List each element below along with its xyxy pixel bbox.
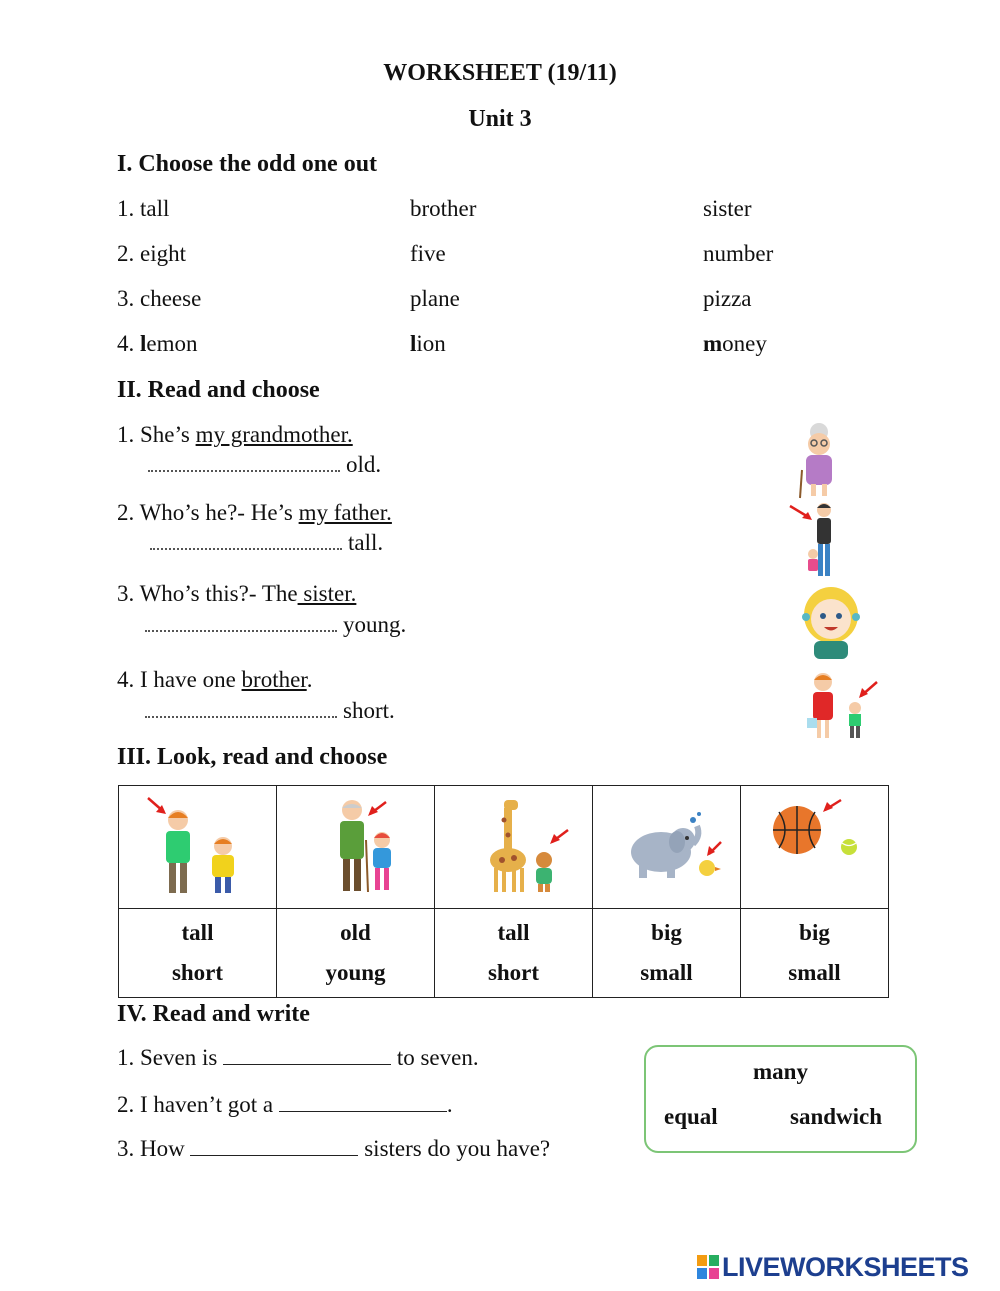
choice-1-top[interactable]: tall [181, 920, 214, 945]
write-blank-1[interactable] [223, 1046, 391, 1065]
picture-cell-2 [277, 786, 435, 909]
father-illustration [788, 500, 844, 580]
odd-row-4-word-3: money [703, 331, 767, 356]
choice-3-bottom[interactable]: short [487, 960, 540, 985]
write-item-1: 1. Seven is to seven. [117, 1045, 479, 1070]
choice-5-top[interactable]: big [799, 920, 830, 945]
odd-row-4-word-1: 4. lemon [117, 331, 198, 356]
write-item-2: 2. I haven’t got a . [117, 1092, 453, 1117]
unit-title: Unit 3 [468, 106, 532, 132]
word-bank-equal: equal [664, 1104, 718, 1129]
picture-cell-4 [593, 786, 741, 909]
grandmother-illustration [796, 420, 842, 500]
read-item-1: 1. She’s my grandmother. [117, 422, 353, 447]
choice-cell-4[interactable] [593, 909, 741, 998]
odd-row-2-word-1: 2. eight [117, 241, 186, 266]
choice-2-bottom[interactable]: young [325, 960, 386, 985]
odd-row-1-word-1: 1. tall [117, 196, 170, 221]
odd-row-2-word-3: number [703, 241, 774, 266]
choice-4-bottom[interactable]: small [640, 960, 693, 985]
choice-cell-2[interactable] [277, 909, 435, 998]
choice-cell-1[interactable] [119, 909, 277, 998]
look-read-choose-table [118, 785, 889, 998]
brother-illustration [805, 668, 881, 742]
section-4-heading: IV. Read and write [117, 1001, 310, 1027]
choice-1-bottom[interactable]: short [171, 960, 224, 985]
word-bank-sandwich: sandwich [790, 1104, 883, 1129]
choice-cell-5[interactable] [741, 909, 889, 998]
choice-cell-3[interactable] [435, 909, 593, 998]
sister-illustration [798, 583, 864, 661]
read-item-1-answer[interactable]: old. [148, 452, 381, 478]
picture-cell-3 [435, 786, 593, 909]
choice-3-top[interactable]: tall [497, 920, 530, 945]
liveworksheets-logo-icon [697, 1255, 719, 1279]
read-item-2: 2. Who’s he?- He’s my father. [117, 500, 392, 525]
odd-row-3-word-2: plane [410, 286, 460, 311]
liveworksheets-brand [697, 1252, 969, 1283]
basketball-tennis-ball-icon [745, 790, 885, 900]
word-bank [644, 1045, 917, 1153]
read-item-4: 4. I have one brother. [117, 667, 313, 692]
odd-row-3-word-3: pizza [703, 286, 752, 311]
word-bank-many: many [753, 1059, 808, 1084]
section-2-heading: II. Read and choose [117, 377, 320, 403]
picture-cell-1 [119, 786, 277, 909]
choice-4-top[interactable]: big [651, 920, 682, 945]
worksheet-title: WORKSHEET (19/11) [383, 60, 617, 86]
brand-text: LIVEWORKSHEETS [722, 1252, 969, 1282]
write-item-3: 3. How sisters do you have? [117, 1136, 551, 1161]
odd-row-1-word-2: brother [410, 196, 477, 221]
read-item-3: 3. Who’s this?- The sister. [117, 581, 357, 606]
write-blank-3[interactable] [190, 1137, 358, 1156]
odd-row-4-word-2: lion [410, 331, 446, 356]
elephant-chick-icon [597, 790, 737, 900]
read-item-2-answer[interactable]: tall. [150, 530, 383, 556]
read-item-4-answer[interactable]: short. [145, 698, 395, 724]
write-blank-2[interactable] [279, 1093, 447, 1112]
grandfather-boy-icon [286, 790, 426, 900]
section-1-heading: I. Choose the odd one out [117, 151, 378, 177]
odd-row-2-word-2: five [410, 241, 446, 266]
odd-row-1-word-3: sister [703, 196, 752, 221]
choice-2-top[interactable]: old [340, 920, 371, 945]
odd-row-3-word-1: 3. cheese [117, 286, 202, 311]
giraffe-bear-icon [444, 790, 584, 900]
tall-short-boys-icon [128, 790, 268, 900]
read-item-3-answer[interactable]: young. [145, 612, 406, 638]
picture-cell-5 [741, 786, 889, 909]
choice-5-bottom[interactable]: small [788, 960, 841, 985]
section-3-heading: III. Look, read and choose [117, 744, 388, 770]
